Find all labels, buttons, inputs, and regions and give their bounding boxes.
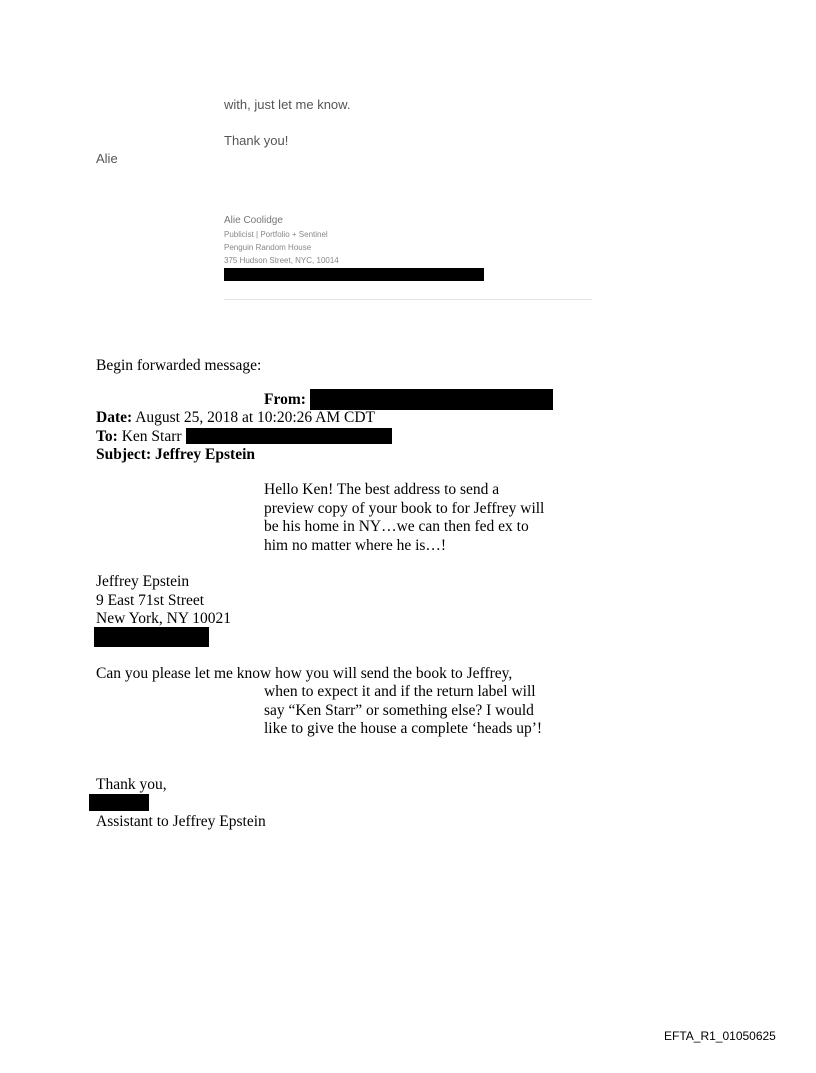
request-line: say “Ken Starr” or something else? I would bbox=[264, 701, 534, 719]
date-value: August 25, 2018 at 10:20:26 AM CDT bbox=[135, 409, 376, 426]
greeting-line: be his home in NY…we can then fed ex to bbox=[264, 518, 529, 535]
request-paragraph bbox=[264, 683, 542, 739]
closing-title: Assistant to Jeffrey Epstein bbox=[96, 813, 266, 830]
request-line: like to give the house a complete ‘heads up’! bbox=[264, 720, 543, 737]
signature-name: Alie Coolidge bbox=[224, 215, 283, 226]
greeting-line: Hello Ken! The best address to send a bbox=[264, 481, 500, 498]
forward-intro: Begin forwarded message: bbox=[96, 357, 262, 374]
signature-title: Publicist | Portfolio + Sentinel bbox=[224, 230, 328, 239]
redaction-bar bbox=[89, 794, 149, 811]
sender-first-name: Alie bbox=[96, 151, 118, 166]
subject-line: Subject: Jeffrey Epstein bbox=[96, 446, 255, 463]
signature-company: Penguin Random House bbox=[224, 243, 312, 252]
closing: Thank you, bbox=[96, 776, 167, 793]
redaction-bar bbox=[224, 268, 484, 281]
redaction-bar bbox=[186, 428, 392, 444]
redaction-bar bbox=[310, 389, 553, 410]
greeting-line: preview copy of your book to for Jeffrey will bbox=[264, 499, 545, 517]
from-label: From: bbox=[264, 391, 306, 408]
email-thanks: Thank you! bbox=[224, 133, 289, 148]
request-first-line: Can you please let me know how you will send the book to Jeffrey, bbox=[96, 665, 513, 682]
to-value: Ken Starr bbox=[121, 428, 182, 445]
date-line bbox=[96, 409, 375, 427]
address-line: Jeffrey Epstein bbox=[96, 573, 190, 590]
to-label: To: bbox=[96, 428, 118, 445]
address-line: 9 East 71st Street bbox=[96, 591, 205, 609]
to-line bbox=[96, 428, 182, 446]
address-block bbox=[96, 573, 231, 629]
email-text-tail: with, just let me know. bbox=[224, 97, 351, 112]
signature-divider bbox=[224, 299, 592, 300]
greeting-paragraph bbox=[264, 481, 544, 555]
address-line: New York, NY 10021 bbox=[96, 610, 232, 627]
redaction-bar bbox=[94, 627, 209, 647]
greeting-line: him no matter where he is…! bbox=[264, 536, 447, 554]
date-label: Date: bbox=[96, 409, 133, 426]
signature-address: 375 Hudson Street, NYC, 10014 bbox=[224, 256, 339, 265]
request-line: when to expect it and if the return label will bbox=[264, 683, 536, 700]
document-id: EFTA_R1_01050625 bbox=[664, 1029, 776, 1043]
